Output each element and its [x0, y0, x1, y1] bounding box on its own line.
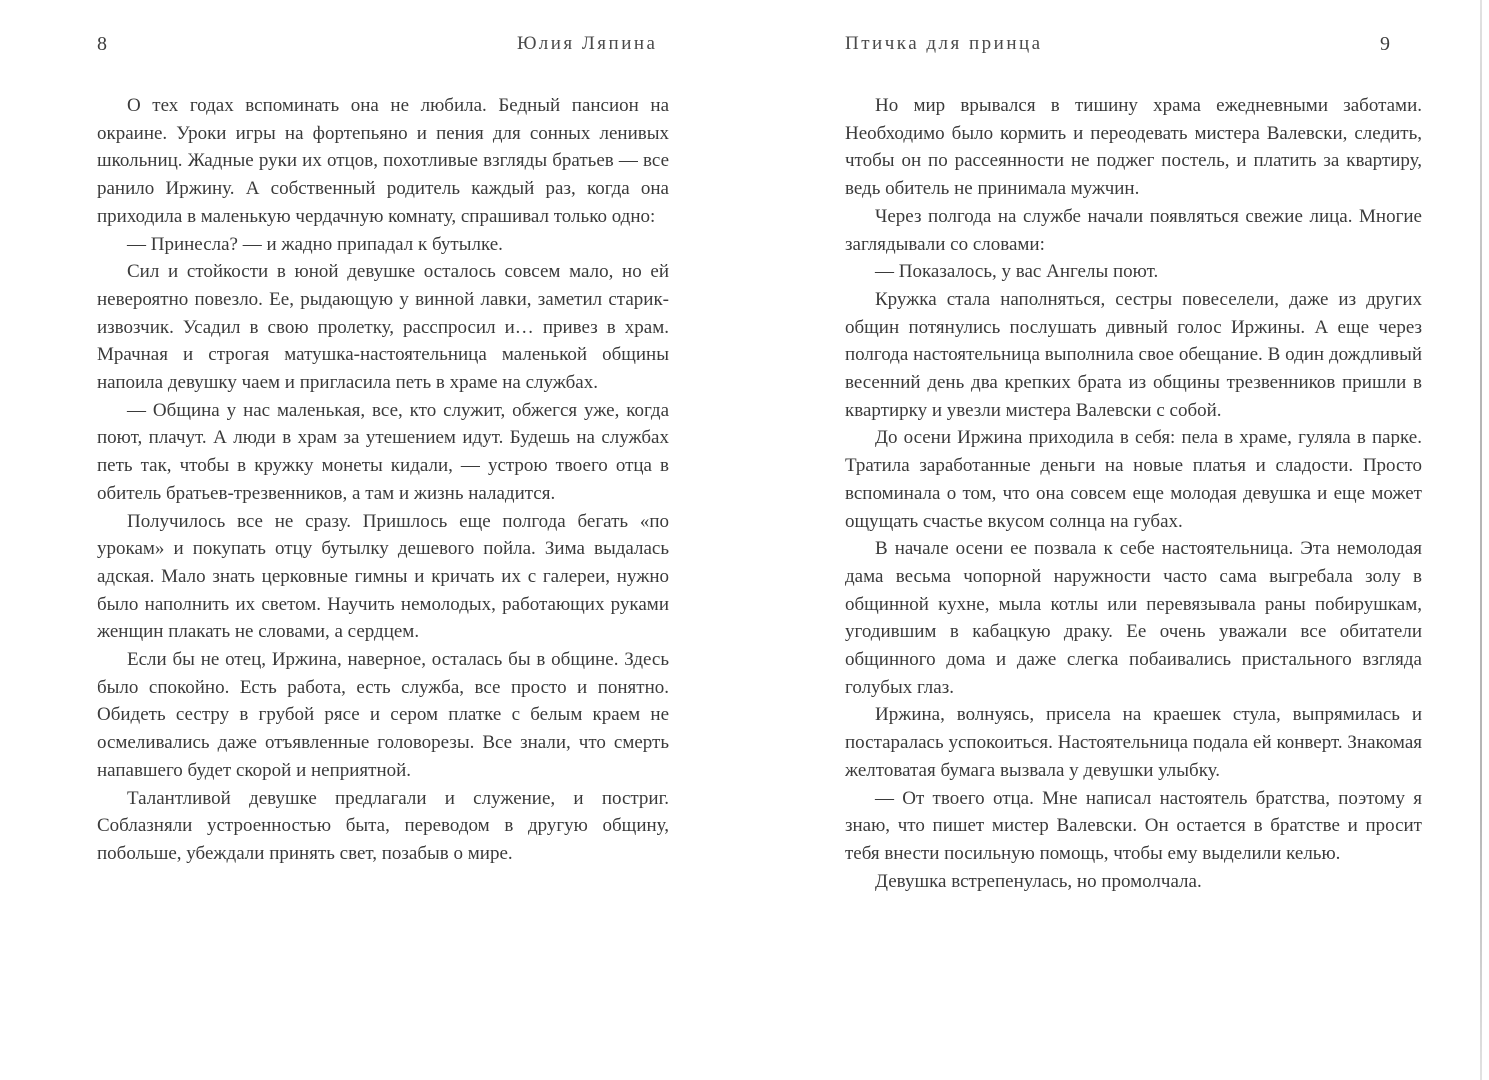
paragraph: — Община у нас маленькая, все, кто служит, обжегся уже, когда поют, плачут. А люди в храм за утешением идут. Будешь на службах петь так, чтобы в кружку монеты кидали, — устрою твоего отца в обитель братьев-трезвенников, а там и жизнь наладится. — [97, 399, 669, 504]
page-number-left: 8 — [97, 33, 107, 55]
page-right — [845, 33, 1422, 895]
page-left-header — [97, 33, 669, 59]
running-title-book: Птичка для принца — [845, 33, 1043, 54]
scan-edge-line — [1480, 0, 1482, 1080]
paragraph: До осени Иржина приходила в себя: пела в храме, гуляла в парке. Тратила заработанные деньги на новые платья и сладости. Просто вспоминала о том, что она совсем еще молодая девушка и еще может ощущать счастье вкусом солнца на губах. — [845, 427, 1422, 532]
page-right-text — [845, 92, 1422, 895]
paragraph: Через полгода на службе начали появляться свежие лица. Многие заглядывали со словами: — [845, 205, 1422, 255]
page-right-header — [845, 33, 1422, 59]
paragraph: — Принесла? — и жадно припадал к бутылке. — [127, 233, 503, 255]
paragraph: О тех годах вспоминать она не любила. Бедный пансион на окраине. Уроки игры на фортепьяно и пения для сонных ленивых школьниц. Жадные руки их отцов, похотливые взгляды братьев — все ранило Иржину. А собственный родитель каждый раз, когда она приходила в маленькую чердачную комнату, спрашивал только одно: — [97, 95, 669, 227]
paragraph: Талантливой девушке предлагали и служение, и постриг. Соблазняли устроенностью быта, переводом в другую общину, побольше, убеждали принять свет, позабыв о мире. — [97, 787, 669, 864]
paragraph: Получилось все не сразу. Пришлось еще полгода бегать «по урокам» и покупать отцу бутылку дешевого пойла. Зима выдалась адская. Мало знать церковные гимны и кричать их с галереи, нужно было наполнить их светом. Научить немолодых, работающих руками женщин плакать не словами, а сердцем. — [97, 510, 669, 643]
paragraph: — Показалось, у вас Ангелы поют. — [875, 261, 1159, 283]
paragraph: — От твоего отца. Мне написал настоятель братства, поэтому я знаю, что пишет мистер Валевски. Он остается в братстве и просит тебя внести посильную помощь, чтобы ему выделили келью. — [845, 787, 1422, 864]
paragraph: Иржина, волнуясь, присела на краешек стула, выпрямилась и постаралась успокоиться. Настоятельница подала ей конверт. Знакомая желтоватая бумага вызвала у девушки улыбку. — [845, 704, 1422, 781]
running-title-author: Юлия Ляпина — [517, 33, 658, 54]
paragraph: Девушка встрепенулась, но промолчала. — [875, 870, 1202, 892]
paragraph: Кружка стала наполняться, сестры повеселели, даже из других общин потянулись послушать дивный голос Иржины. А еще через полгода настоятельница выполнила свое обещание. В один дождливый весенний день два крепких брата из общины трезвенников пришли в квартирку и увезли мистера Валевски с собой. — [845, 288, 1422, 421]
paragraph: Если бы не отец, Иржина, наверное, осталась бы в общине. Здесь было спокойно. Есть работа, есть служба, все просто и понятно. Обидеть сестру в грубой рясе и сером платке с белым краем не осмеливались даже отъявленные головорезы. Все знали, что смерть напавшего будет скорой и неприятной. — [97, 649, 669, 781]
page-number-right: 9 — [1380, 33, 1390, 55]
page-left — [97, 33, 669, 868]
paragraph: В начале осени ее позвала к себе настоятельница. Эта немолодая дама весьма чопорной наружности часто сама выгребала золу в общинной кухне, мыла котлы или перевязывала раны побирушкам, угодившим в кабацкую драку. Ее очень уважали все обитатели общинного дома и даже слегка побаивались пристального взгляда голубых глаз. — [845, 538, 1422, 698]
paragraph: Но мир врывался в тишину храма ежедневными заботами. Необходимо было кормить и переодевать мистера Валевски, следить, чтобы он по рассеянности не поджег постель, и платить за квартиру, ведь обитель не принимала мужчин. — [845, 95, 1422, 200]
paragraph: Сил и стойкости в юной девушке осталось совсем мало, но ей невероятно повезло. Ее, рыдающую у винной лавки, заметил старик-извозчик. Усадил в свою пролетку, расспросил и… привез в храм. Мрачная и строгая матушка-настоятельница маленькой общины напоила девушку чаем и пригласила петь в храме на службах. — [97, 261, 669, 394]
page-left-text — [97, 92, 669, 868]
